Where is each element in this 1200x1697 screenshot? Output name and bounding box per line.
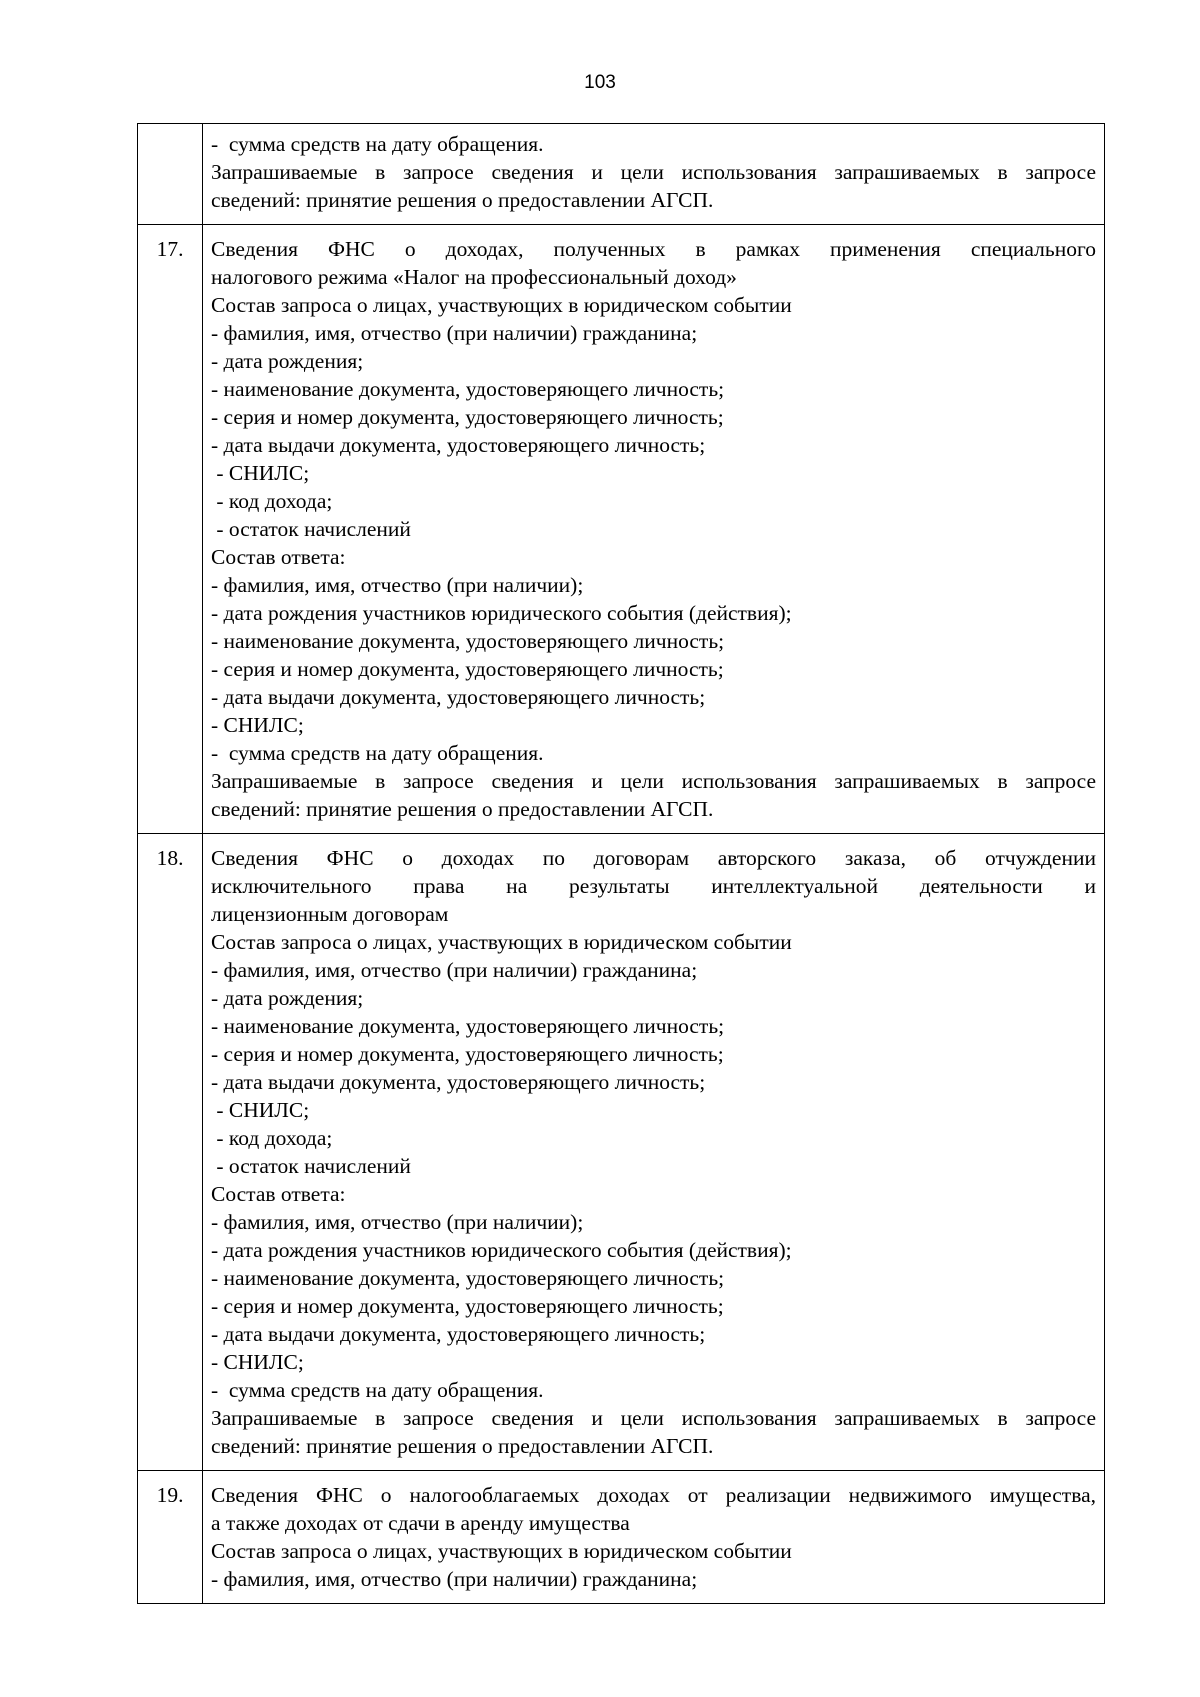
content-line: Запрашиваемые в запросе сведения и цели использования запрашиваемых в запросе [211,1406,1096,1430]
content-line: - СНИЛС; [211,713,304,737]
content-line: - код дохода; [211,1126,333,1150]
content-line: - дата выдачи документа, удостоверяющего личность; [211,1070,706,1094]
content-line: - код дохода; [211,489,333,513]
row-number-cell: 18. [138,834,203,1471]
content-line: - наименование документа, удостоверяющего личность; [211,629,725,653]
content-line: исключительного права на результаты интеллектуальной деятельности и [211,874,1096,898]
content-line: - дата рождения; [211,986,364,1010]
content-line: - дата выдачи документа, удостоверяющего личность; [211,685,706,709]
content-line: сведений: принятие решения о предоставлении АГСП. [211,797,714,821]
content-line: а также доходах от сдачи в аренду имущества [211,1511,630,1535]
content-line: Сведения ФНС о доходах, полученных в рамках применения специального [211,237,1096,261]
content-line: Запрашиваемые в запросе сведения и цели использования запрашиваемых в запросе [211,160,1096,184]
content-line: лицензионным договорам [211,902,449,926]
content-line: - остаток начислений [211,517,411,541]
row-number-cell [138,124,203,225]
table-row [138,124,1105,225]
content-line: - сумма средств на дату обращения. [211,741,544,765]
row-number-cell: 17. [138,225,203,834]
content-line: - сумма средств на дату обращения. [211,132,544,156]
content-line: - наименование документа, удостоверяющего личность; [211,1014,725,1038]
content-line: - наименование документа, удостоверяющего личность; [211,377,725,401]
table-row [138,225,1105,834]
content-line: - остаток начислений [211,1154,411,1178]
content-line: Сведения ФНС о доходах по договорам авторского заказа, об отчуждении [211,846,1096,870]
content-line: - СНИЛС; [211,1350,304,1374]
content-line: - дата выдачи документа, удостоверяющего личность; [211,433,706,457]
table-row [138,834,1105,1471]
table-row [138,1471,1105,1604]
content-line: Состав ответа: [211,1182,346,1206]
content-line: сведений: принятие решения о предоставлении АГСП. [211,1434,714,1458]
content-line: Запрашиваемые в запросе сведения и цели использования запрашиваемых в запросе [211,769,1096,793]
content-line: сведений: принятие решения о предоставлении АГСП. [211,188,714,212]
content-line: - фамилия, имя, отчество (при наличии) гражданина; [211,958,698,982]
content-line: - СНИЛС; [211,1098,310,1122]
row-content-cell [203,1471,1105,1604]
content-line: - дата рождения; [211,349,364,373]
content-line: - серия и номер документа, удостоверяющего личность; [211,1294,724,1318]
content-line: - СНИЛС; [211,461,310,485]
content-line: - фамилия, имя, отчество (при наличии); [211,573,584,597]
content-line: - фамилия, имя, отчество (при наличии) гражданина; [211,1567,698,1591]
page-number: 103 [584,72,616,93]
content-line: Сведения ФНС о налогооблагаемых доходах от реализации недвижимого имущества, [211,1483,1096,1507]
content-line: - дата выдачи документа, удостоверяющего личность; [211,1322,706,1346]
content-line: - серия и номер документа, удостоверяющего личность; [211,1042,724,1066]
content-line: Состав запроса о лицах, участвующих в юридическом событии [211,930,792,954]
row-content-cell [203,834,1105,1471]
content-line: налогового режима «Налог на профессиональный доход» [211,265,737,289]
content-line: - наименование документа, удостоверяющего личность; [211,1266,725,1290]
row-number-cell: 19. [138,1471,203,1604]
content-line: - дата рождения участников юридического события (действия); [211,601,792,625]
content-line: - сумма средств на дату обращения. [211,1378,544,1402]
content-line: - серия и номер документа, удостоверяющего личность; [211,657,724,681]
content-line: Состав запроса о лицах, участвующих в юридическом событии [211,1539,792,1563]
content-line: - серия и номер документа, удостоверяющего личность; [211,405,724,429]
row-content-cell [203,124,1105,225]
row-content-cell [203,225,1105,834]
requirements-table [137,123,1105,1604]
content-line: Состав запроса о лицах, участвующих в юридическом событии [211,293,792,317]
table-body [138,124,1105,1604]
content-line: - фамилия, имя, отчество (при наличии) гражданина; [211,321,698,345]
content-line: Состав ответа: [211,545,346,569]
content-line: - фамилия, имя, отчество (при наличии); [211,1210,584,1234]
content-line: - дата рождения участников юридического события (действия); [211,1238,792,1262]
